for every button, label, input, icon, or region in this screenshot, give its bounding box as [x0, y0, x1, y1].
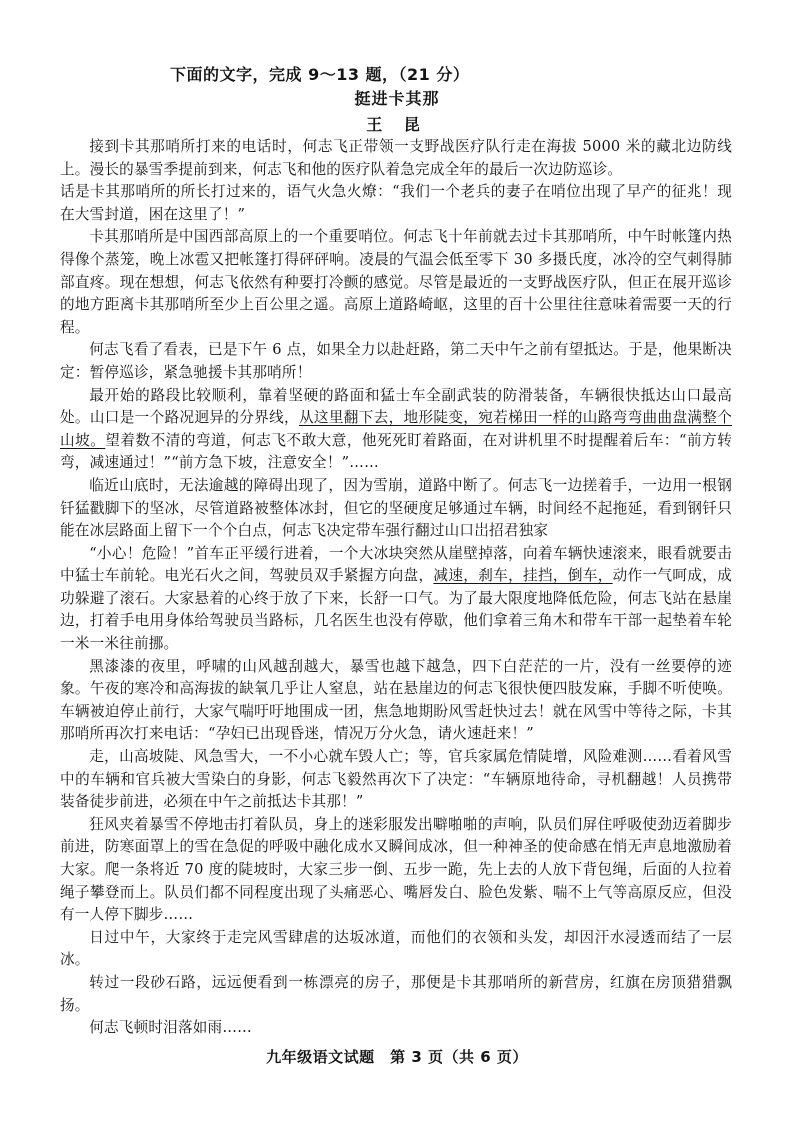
paragraph-text: 望着数不清的弯道，何志飞不敢大意，他死死盯着路面，在对讲机里不时提醒着后车：“前方转弯，减速通过！”“前方急下坡，注意安全！”……	[60, 431, 732, 472]
paragraph	[60, 475, 732, 543]
paragraph	[60, 226, 732, 339]
article-author: 王 昆	[366, 115, 428, 134]
paragraph-text: 卡其那哨所是中国西部高原上的一个重要哨位。何志飞十年前就去过卡其那哨所，中午时帐篷内热得像个蒸笼，晚上冰雹又把帐篷打得砰砰响。凌晨的气温会低至零下 30 多摄氏度，冰冷的空气刺得肺部直疼。现在想想，何志飞依然有种要打冷颤的感觉。尽管是最近的一支野战医疗队，但正在展开巡诊的地方距离卡其那哨所至少上百公里之遥。高原上道路崎岖，这里的百十公里往往意味着需要一天的行程。	[60, 228, 732, 336]
article-body	[60, 136, 732, 1040]
paragraph	[60, 656, 732, 746]
underlined-text: 从这里翻下去，地形陡变，宛若梯田一样的山路弯弯曲曲盘满整个山坡。	[60, 409, 732, 449]
paragraph-text: 走，山高坡陡、风急雪大，一不小心就车毁人亡；等，官兵家属危情陡增，风险难测……看着风雪中的车辆和官兵被大雪染白的身影，何志飞毅然再次下了决定：“车辆原地待命，寻机翻越！人员携带装备徒步前进，必须在中午之前抵达卡其那！”	[60, 748, 732, 811]
paragraph-text: 日过中午，大家终于走完风雪肆虐的达坂冰道，而他们的衣领和头发，却因汗水浸透而结了一层冰。	[60, 928, 732, 969]
paragraph-text: 动作一气呵成，成功躲避了滚石。大家悬着的心终于放了下来，长舒一口气。为了最大限度地降低危险，何志飞站在悬崖边，打着手电用身体给驾驶员当路标，几名医生也没有停歇，他们拿着三角木和带车干部一起垫着车轮一米一米往前挪。	[60, 567, 732, 653]
paragraph	[60, 543, 732, 656]
paragraph	[60, 927, 732, 972]
page-footer: 九年级语文试题 第 3 页（共 6 页）	[266, 1048, 528, 1066]
paragraph-text: 转过一段砂石路，远远便看到一栋漂亮的房子，那便是卡其那哨所的新营房，红旗在房顶猎猎飘扬。	[60, 973, 732, 1014]
paragraph-text: 最开始的路段比较顺利，靠着坚硬的路面和猛士车全副武装的防滑装备，车辆很快抵达山口最高处。山口是一个路况迥异的分界线，	[60, 386, 732, 427]
paragraph	[60, 1017, 732, 1040]
paragraph-text: 接到卡其那哨所打来的电话时，何志飞正带领一支野战医疗队行走在海拔 5000 米的藏北边防线上。漫长的暴雪季提前到来，何志飞和他的医疗队着急完成全年的最后一次边防巡诊。	[60, 138, 732, 178]
question-instruction: 下面的文字，完成 9～13 题，（21 分）	[170, 65, 470, 84]
article-title: 挺进卡其那	[354, 89, 440, 108]
paragraph	[60, 972, 732, 1017]
paragraph	[60, 746, 732, 814]
paragraph-text: 话是卡其那哨所的所长打过来的，语气火急火燎：“我们一个老兵的妻子在哨位出现了早产的征兆！现在大雪封道，困在这里了！”	[60, 183, 732, 223]
paragraph	[60, 181, 732, 226]
paragraph	[60, 136, 732, 181]
paragraph	[60, 339, 732, 384]
paragraph-text: 黑漆漆的夜里，呼啸的山风越刮越大，暴雪也越下越急，四下白茫茫的一片，没有一丝要停的迹象。午夜的寒冷和高海拔的缺氧几乎让人窒息，站在悬崖边的何志飞很快便四肢发麻，手脚不听使唤。车辆被迫停止前行，大家气喘吁吁地围成一团，焦急地期盼风雪赶快过去！就在风雪中等待之际，卡其那哨所再次打来电话：“孕妇已出现昏迷，情况万分火急，请火速赶来！”	[60, 657, 732, 743]
paragraph-text: 狂风夹着暴雪不停地击打着队员，身上的迷彩服发出噼啪啪的声响，队员们屏住呼吸使劲迈着脚步前进，防寒面罩上的雪在急促的呼吸中融化成水又瞬间成冰，但一种神圣的使命感在悄无声息地激励着大家。爬一条将近 70 度的陡坡时，大家三步一倒、五步一跪，先上去的人放下背包绳，后面的人拉着绳子攀登而上。队员们都不同程度出现了头痛恶心、嘴唇发白、脸色发紫、喘不上气等高原反应，但没有一人停下脚步……	[60, 815, 732, 924]
paragraph-text: 临近山底时，无法逾越的障碍出现了，因为雪崩，道路中断了。何志飞一边搓着手，一边用一根钢钎猛戳脚下的坚冰，尽管道路被整体冰封，但它的坚硬度足够通过车辆，时间经不起拖延，看到钢钎只能在冰层路面上留下一个个白点，何志飞决定带车强行翻过山口岀招君独家	[60, 476, 732, 540]
paragraph	[60, 385, 732, 475]
paragraph	[60, 814, 732, 927]
paragraph-text: “小心！危险！”首车正平缓行进着，一个大冰块突然从崖壁掉落，向着车辆快速滚来，眼看就要击中猛士车前轮。电光石火之间，驾驶员双手紧握方向盘，	[60, 544, 732, 585]
underlined-text: 减速，刹车，挂挡，倒车，	[433, 567, 613, 585]
paragraph-text: 何志飞看了看表，已是下午 6 点，如果全力以赴赶路，第二天中午之前有望抵达。于是，他果断决定：暂停巡诊，紧急驰援卡其那哨所！	[60, 341, 732, 381]
paragraph-text: 何志飞顿时泪落如雨……	[89, 1019, 252, 1037]
